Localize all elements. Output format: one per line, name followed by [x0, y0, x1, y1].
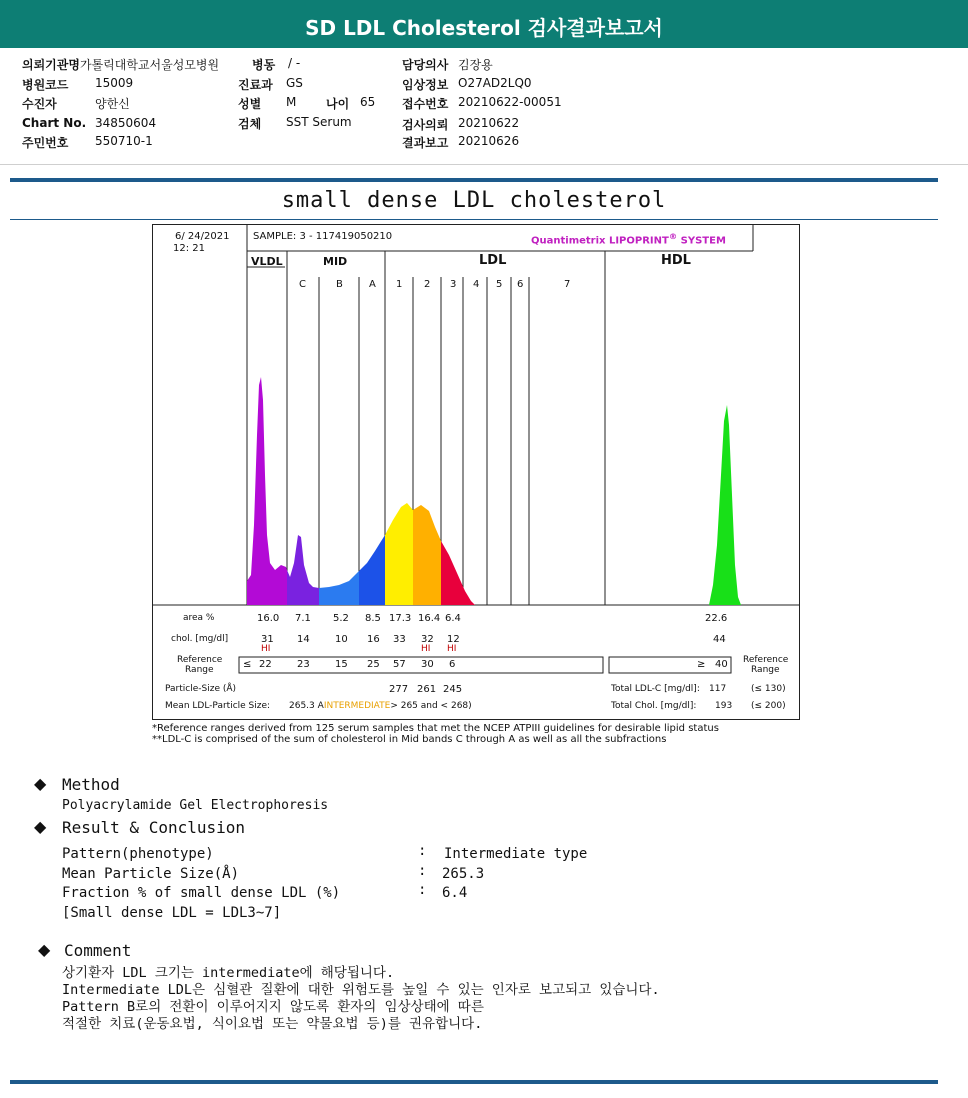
mean-size-a: A	[317, 701, 324, 711]
row-label-particle-size: Particle-Size (Å)	[165, 684, 237, 694]
result-label-pattern: Pattern(phenotype)	[62, 846, 214, 862]
name-label: 수진자	[22, 97, 57, 111]
report-title: SD LDL Cholesterol 검사결과보고서	[305, 16, 663, 40]
area-mid-c: 7.1	[295, 613, 311, 624]
resident-label: 주민번호	[22, 136, 69, 150]
result-label-mean-size: Mean Particle Size(Å)	[62, 866, 240, 882]
row-label-mean-size: Mean LDL-Particle Size:	[165, 701, 271, 711]
band-label-6: 6	[517, 279, 524, 290]
area-mid-b: 5.2	[333, 613, 349, 624]
diamond-bullet-icon: ◆	[34, 817, 47, 836]
mean-size-type: INTERMEDIATE	[323, 701, 391, 711]
group-label-mid: MID	[323, 255, 348, 268]
band-label-b: B	[336, 279, 343, 290]
row-label-reference: Reference	[177, 655, 223, 665]
method-title: Method	[62, 775, 120, 794]
brand-system: SYSTEM	[680, 235, 726, 247]
name-value: 양한신	[95, 97, 130, 111]
ref-mid-c: 23	[297, 659, 310, 670]
total-chol-ref: (≤ 200)	[751, 701, 786, 711]
clinical-value: O27AD2LQ0	[458, 76, 532, 90]
band-label-5: 5	[496, 279, 503, 290]
ref-right-label-1: Reference	[743, 655, 789, 665]
band-label-4: 4	[473, 279, 480, 290]
comment-line-4: 적절한 치료(운동요법, 식이요법 또는 약물요법 등)를 권유합니다.	[62, 1016, 483, 1032]
run-time: 12: 21	[173, 243, 205, 254]
request-label: 검사의뢰	[402, 118, 449, 132]
chol-ldl1: 33	[393, 634, 406, 645]
doctor-value: 김장용	[458, 58, 493, 72]
area-ldl3: 6.4	[445, 613, 461, 624]
group-label-ldl: LDL	[479, 253, 507, 268]
ref-le-sign: ≤	[243, 659, 252, 670]
result-value-fraction: 6.4	[442, 885, 468, 901]
top-rule	[10, 178, 938, 182]
hi-flag-vldl: HI	[261, 644, 271, 654]
ref-vldl: 22	[259, 659, 272, 670]
report-title-bar	[0, 0, 968, 48]
result-date-label: 결과보고	[402, 136, 449, 150]
particle-size-ldl3: 245	[443, 684, 463, 695]
chol-mid-a: 16	[367, 634, 380, 645]
area-ldl1: 17.3	[389, 613, 412, 624]
brand-logo	[531, 231, 726, 246]
result-date-value: 20210626	[458, 134, 520, 148]
divider	[0, 164, 968, 165]
total-ldl-ref: (≤ 130)	[751, 684, 786, 694]
group-label-vldl: VLDL	[251, 255, 283, 268]
band-label-3: 3	[450, 279, 457, 290]
ldl1-peak	[385, 503, 413, 605]
ref-ldl1: 57	[393, 659, 406, 670]
sample-id: SAMPLE: 3 - 117419050210	[253, 231, 393, 242]
result-colon: :	[418, 843, 427, 859]
code-label: 병원코드	[22, 78, 69, 92]
specimen-value: SST Serum	[286, 115, 352, 129]
hdl-peak	[709, 405, 741, 605]
mean-size-line	[289, 701, 472, 711]
band-label-c: C	[299, 279, 306, 290]
ward-value: / -	[288, 56, 301, 70]
code-value: 15009	[95, 76, 134, 90]
result-colon: :	[418, 882, 427, 898]
hospital-value: 가톨릭대학교서울성모병원	[80, 58, 220, 72]
total-chol-label: Total Chol. [mg/dl]:	[611, 701, 697, 711]
area-ldl2: 16.4	[418, 613, 441, 624]
chart-value: 34850604	[95, 116, 157, 130]
chol-mid-c: 14	[297, 634, 310, 645]
particle-size-ldl1: 277	[389, 684, 409, 695]
result-value-mean-size: 265.3	[442, 866, 485, 882]
row-label-area: area %	[183, 613, 215, 623]
row-label-range: Range	[185, 665, 214, 675]
mean-size-range: > 265 and < 268)	[390, 701, 472, 711]
diamond-bullet-icon: ◆	[38, 940, 51, 959]
chol-vldl: 31	[261, 634, 274, 645]
chol-hdl: 44	[713, 634, 726, 645]
total-chol-value: 193	[715, 701, 733, 711]
area-vldl: 16.0	[257, 613, 280, 624]
vldl-peak	[247, 377, 287, 605]
section-title: small dense LDL cholesterol	[281, 188, 667, 213]
comment-line-2: Intermediate LDL은 심혈관 질환에 대한 위험도를 높일 수 있는 인자로 보고되고 있습니다.	[62, 982, 660, 998]
ref-ldl2: 30	[421, 659, 434, 670]
band-label-7: 7	[564, 279, 571, 290]
total-ldl-value: 117	[709, 684, 727, 694]
ref-ldl3: 6	[449, 659, 456, 670]
result-colon: :	[418, 863, 427, 879]
hi-flag-ldl2: HI	[421, 644, 431, 654]
ref-ge-sign: ≥	[697, 659, 706, 670]
request-value: 20210622	[458, 116, 520, 130]
group-label-hdl: HDL	[661, 253, 691, 268]
ref-hdl: 40	[715, 659, 728, 670]
doctor-label: 담당의사	[402, 58, 449, 72]
ref-right-label-2: Range	[751, 665, 780, 675]
receipt-value: 20210622-00051	[458, 95, 562, 109]
brand-name: Quantimetrix LIPOPRINT	[531, 235, 669, 247]
comment-title: Comment	[64, 941, 132, 960]
chol-ldl3: 12	[447, 634, 460, 645]
clinical-label: 임상정보	[402, 78, 449, 92]
band-label-1: 1	[396, 279, 403, 290]
result-title: Result & Conclusion	[62, 818, 246, 837]
ref-mid-a: 25	[367, 659, 380, 670]
receipt-label: 접수번호	[402, 97, 449, 111]
reference-range-box-hdl	[609, 657, 731, 673]
age-label: 나이	[326, 97, 350, 111]
result-value-pattern: Intermediate type	[444, 846, 588, 862]
chol-mid-b: 10	[335, 634, 348, 645]
band-label-a: A	[369, 279, 376, 290]
dept-value: GS	[286, 76, 303, 90]
method-text: Polyacrylamide Gel Electrophoresis	[62, 798, 329, 813]
ldl3-peak	[441, 541, 475, 605]
diamond-bullet-icon: ◆	[34, 774, 47, 793]
title-underline	[10, 219, 938, 220]
sex-label: 성별	[238, 97, 262, 111]
brand-mark: ®	[668, 231, 678, 241]
area-mid-a: 8.5	[365, 613, 381, 624]
ward-label: 병동	[252, 58, 276, 72]
ldl2-peak	[413, 505, 441, 605]
sex-value: M	[286, 95, 297, 109]
specimen-label: 검체	[238, 117, 262, 131]
footnote-2: **LDL-C is comprised of the sum of cholesterol in Mid bands C through A as well as all the subfractions	[152, 734, 667, 745]
lipoprint-plot	[153, 225, 799, 719]
result-label-fraction: Fraction % of small dense LDL (%)	[62, 885, 341, 901]
particle-size-ldl2: 261	[417, 684, 437, 695]
result-note: [Small dense LDL = LDL3~7]	[62, 905, 282, 921]
bottom-rule	[10, 1080, 938, 1084]
hi-flag-ldl3: HI	[447, 644, 457, 654]
mid-c-peak	[287, 535, 319, 605]
mid-a-peak	[359, 535, 385, 605]
mid-b-peak	[319, 571, 359, 605]
chol-ldl2: 32	[421, 634, 434, 645]
ref-mid-b: 15	[335, 659, 348, 670]
dept-label: 진료과	[238, 78, 273, 92]
footnote-1: *Reference ranges derived from 125 serum samples that met the NCEP ATPIII guidelines for desirable lipid status	[152, 723, 719, 734]
run-date: 6/ 24/2021	[175, 231, 230, 242]
row-label-chol: chol. [mg/dl]	[171, 634, 229, 644]
comment-line-1: 상기환자 LDL 크기는 intermediate에 해당됩니다.	[62, 965, 395, 981]
mean-size-value: 265.3	[289, 701, 315, 711]
band-label-2: 2	[424, 279, 431, 290]
age-value: 65	[360, 95, 376, 109]
comment-line-3: Pattern B로의 전환이 이루어지지 않도록 환자의 임상상태에 따른	[62, 999, 484, 1015]
area-hdl: 22.6	[705, 613, 728, 624]
chart-label: Chart No.	[22, 116, 87, 130]
hospital-label: 의뢰기관명	[22, 58, 80, 72]
total-ldl-label: Total LDL-C [mg/dl]:	[611, 684, 700, 694]
resident-value: 550710-1	[95, 134, 153, 148]
lipoprint-report	[152, 224, 800, 720]
